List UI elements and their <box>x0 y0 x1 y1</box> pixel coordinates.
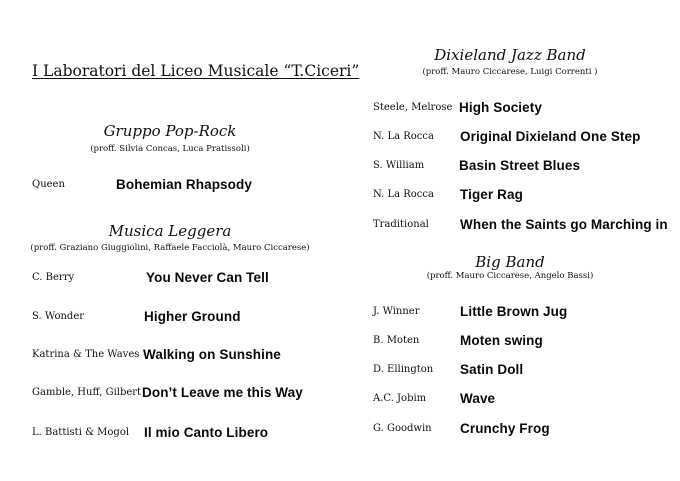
item-author: L. Battisti & Mogol <box>32 427 130 438</box>
list-item <box>373 124 673 144</box>
item-author: C. Berry <box>32 272 75 283</box>
item-author: J. Winner <box>373 306 420 317</box>
list-item <box>373 328 673 348</box>
item-song: Basin Street Blues <box>459 158 581 173</box>
item-author: Gamble, Huff, Gilbert <box>32 387 142 398</box>
list-item <box>373 386 673 406</box>
item-song: When the Saints go Marching in <box>460 217 668 232</box>
list-item <box>32 172 332 192</box>
list-item <box>373 95 673 115</box>
item-song: Satin Doll <box>460 362 524 377</box>
item-song: Higher Ground <box>144 309 241 324</box>
list-item <box>32 420 332 440</box>
list-item <box>373 153 673 173</box>
page-title: I Laboratori del Liceo Musicale “T.Ciceri” <box>32 62 360 80</box>
item-author: B. Moten <box>373 335 420 346</box>
item-author: N. La Rocca <box>373 189 434 200</box>
list-item <box>373 182 673 202</box>
section-title-big-band: Big Band <box>475 253 545 271</box>
section-teachers-musica-leggera: (proff. Graziano Giuggiolini, Raffaele Facciolà, Mauro Ciccarese) <box>30 243 310 253</box>
section-title-musica-leggera: Musica Leggera <box>108 222 232 240</box>
item-song: Il mio Canto Libero <box>144 425 269 440</box>
list-item <box>373 212 673 232</box>
item-song: Wave <box>460 391 496 406</box>
item-song: Moten swing <box>460 333 543 348</box>
item-song: You Never Can Tell <box>146 270 269 285</box>
list-item <box>32 265 332 285</box>
list-item <box>373 299 673 319</box>
list-item <box>373 357 673 377</box>
item-song: Walking on Sunshine <box>143 347 281 362</box>
item-song: Crunchy Frog <box>460 421 550 436</box>
list-item <box>32 380 332 400</box>
item-author: Katrina & The Waves <box>32 349 140 360</box>
list-item <box>32 342 332 362</box>
item-author: A.C. Jobim <box>373 393 427 404</box>
section-title-dixieland: Dixieland Jazz Band <box>434 46 586 64</box>
item-song: Don’t Leave me this Way <box>142 385 303 400</box>
section-title-pop-rock: Gruppo Pop-Rock <box>103 122 237 140</box>
section-teachers-dixieland: (proff. Mauro Ciccarese, Luigi Correnti ) <box>422 67 598 77</box>
item-song: Tiger Rag <box>460 187 523 202</box>
list-item <box>32 304 332 324</box>
item-song: Bohemian Rhapsody <box>116 177 252 192</box>
item-author: Traditional <box>373 219 429 230</box>
item-author: D. Ellington <box>373 364 434 375</box>
section-teachers-pop-rock: (proff. Silvia Concas, Luca Pratissoli) <box>90 144 250 154</box>
item-author: Steele, Melrose <box>373 102 453 113</box>
item-author: G. Goodwin <box>373 423 432 434</box>
item-author: S. William <box>373 160 425 171</box>
item-song: Original Dixieland One Step <box>460 129 641 144</box>
item-author: Queen <box>32 179 65 190</box>
item-song: High Society <box>459 100 542 115</box>
item-song: Little Brown Jug <box>460 304 568 319</box>
item-author: S. Wonder <box>32 311 85 322</box>
list-item <box>373 416 673 436</box>
section-teachers-big-band: (proff. Mauro Ciccarese, Angelo Bassi) <box>426 271 594 281</box>
item-author: N. La Rocca <box>373 131 434 142</box>
